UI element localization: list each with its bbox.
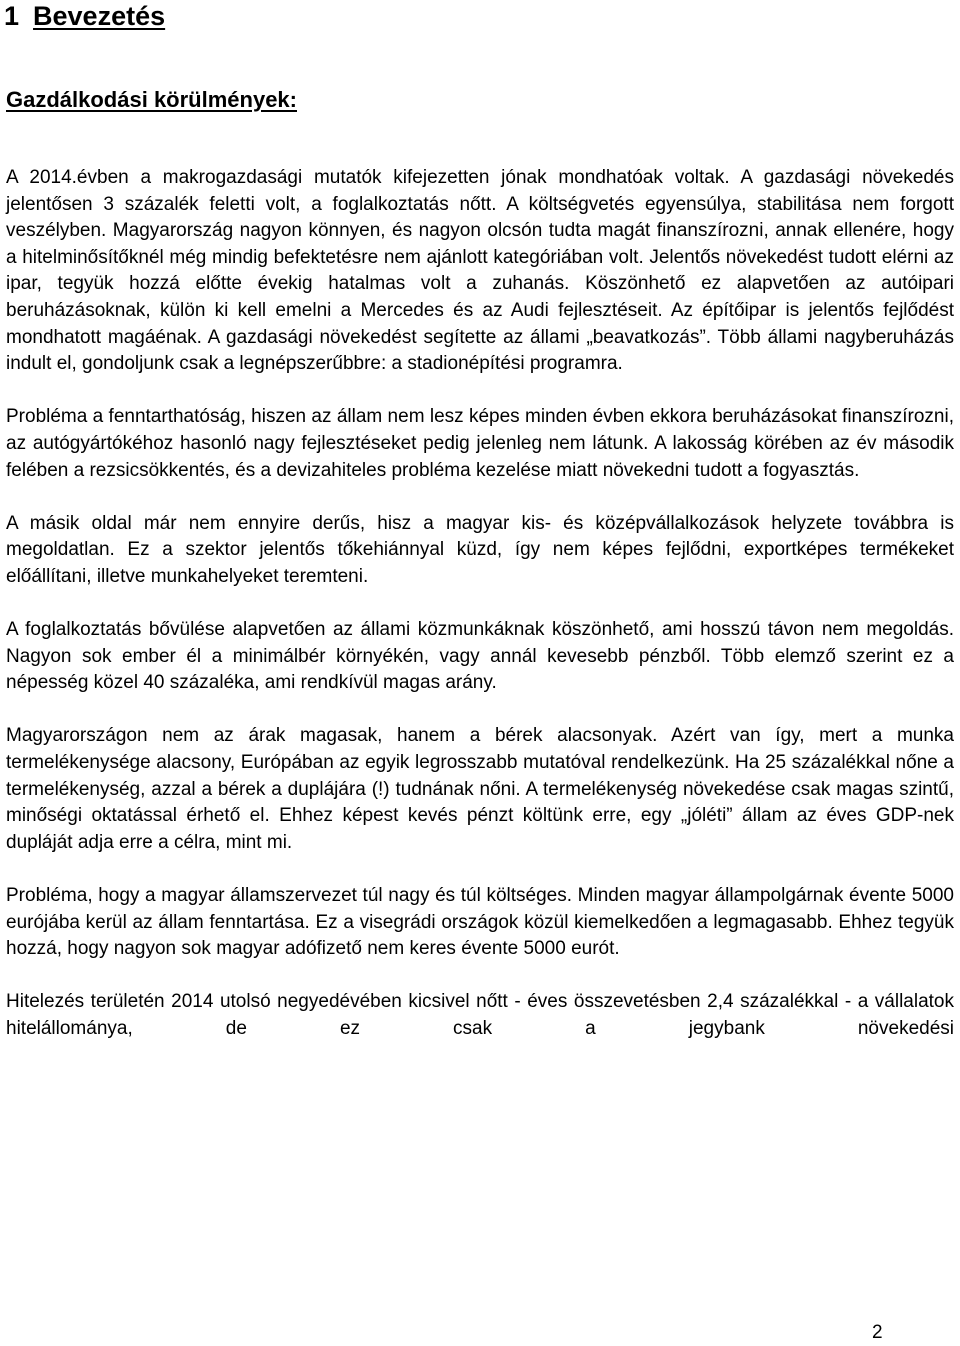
chapter-title: Bevezetés [33, 1, 166, 31]
paragraph-sustainability: Probléma a fenntarthatóság, hiszen az állam nem lesz képes minden évben ekkora beruházásokat finanszírozni, az autógyártókéhoz hasonló nagy fejlesztéseket pedig jelenleg nem látunk. A lakosság körében az év második felében a rezsicsökkentés, és a devizahiteles probléma kezelése miatt növekedni tudott a fogyasztás. [6, 406, 954, 481]
paragraph-wages-productivity: Magyarországon nem az árak magasak, hanem a bérek alacsonyak. Azért van így, mert a munka termelékenysége alacsony, Európában az egyik legrosszabb mutatóval rendelkezünk. Ha 25 százalékkal nőne a termelékenység, azzal a bérek a duplájára (!) tudnának nőni. A termelékenység növekedése csak magas szintű, minőségi oktatással érhető el. Ehhez képest kevés pénzt költünk erre, egy „jóléti” állam az éves GDP-nek dupláját adja erre a célra, mint mi. [6, 725, 954, 853]
paragraph-lending: Hitelezés területén 2014 utolsó negyedévében kicsivel nőtt - éves összevetésben 2,4 százalékkal - a vállalatok hitelállománya, de ez csak a jegybank növekedési [6, 991, 954, 1039]
paragraph-employment: A foglalkoztatás bővülése alapvetően az állami közmunkáknak köszönhető, ami hosszú távon nem megoldás. Nagyon sok ember él a minimálbér környékén, vagy annál kevesebb pénzből. Több elemző szerint ez a népesség közel 40 százaléka, ami rendkívül magas arány. [6, 619, 954, 694]
chapter-heading [4, 0, 165, 36]
paragraph-state-costs: Probléma, hogy a magyar államszervezet túl nagy és túl költséges. Minden magyar állampolgárnak évente 5000 eurójába kerül az állam fenntartása. Ez a visegrádi országok közül kiemelkedően a legmagasabb. Ehhez tegyük hozzá, hogy nagyon sok magyar adófizető nem keres évente 5000 eurót. [6, 885, 954, 960]
paragraph-sme-situation: A másik oldal már nem ennyire derűs, hisz a magyar kis- és középvállalkozások helyzete továbbra is megoldatlan. Ez a szektor jelentős tőkehiánnyal küzd, így nem képes fejlődni, exportképes termékeket előállítani, illetve munkahelyeket teremteni. [6, 512, 954, 587]
page-number: 2 [872, 1322, 883, 1343]
paragraph-economic-indicators: A 2014.évben a makrogazdasági mutatók kifejezetten jónak mondhatóak voltak. A gazdasági növekedés jelentősen 3 százalék feletti volt, a foglalkoztatás nőtt. A költségvetés egyensúlya, stabilitása nem forgott veszélyben. Magyarország nagyon könnyen, és nagyon olcsón tudta magát finanszírozni, annak ellenére, hogy a hitelminősítőknél még mindig befektetésre nem ajánlott kategóriában volt. Jelentős növekedést tudott elérni az ipar, tegyük hozzá előtte évekig hatalmas volt a zuhanás. Köszönhető ez alapvetően az autóipari beruházásoknak, külön ki kell emelni a Mercedes és az Audi fejlesztéseit. Az építőipar is jelentős fejlődést mondhatott magáénak. A gazdasági növekedést segítette az állami „beavatkozás”. Több állami nagyberuházás indult el, gondoljunk csak a legnépszerűbbre: a stadionépítési programra. [6, 167, 954, 375]
body-text [6, 165, 954, 1069]
chapter-number: 1 [4, 1, 20, 31]
section-heading: Gazdálkodási körülmények: [6, 87, 297, 112]
